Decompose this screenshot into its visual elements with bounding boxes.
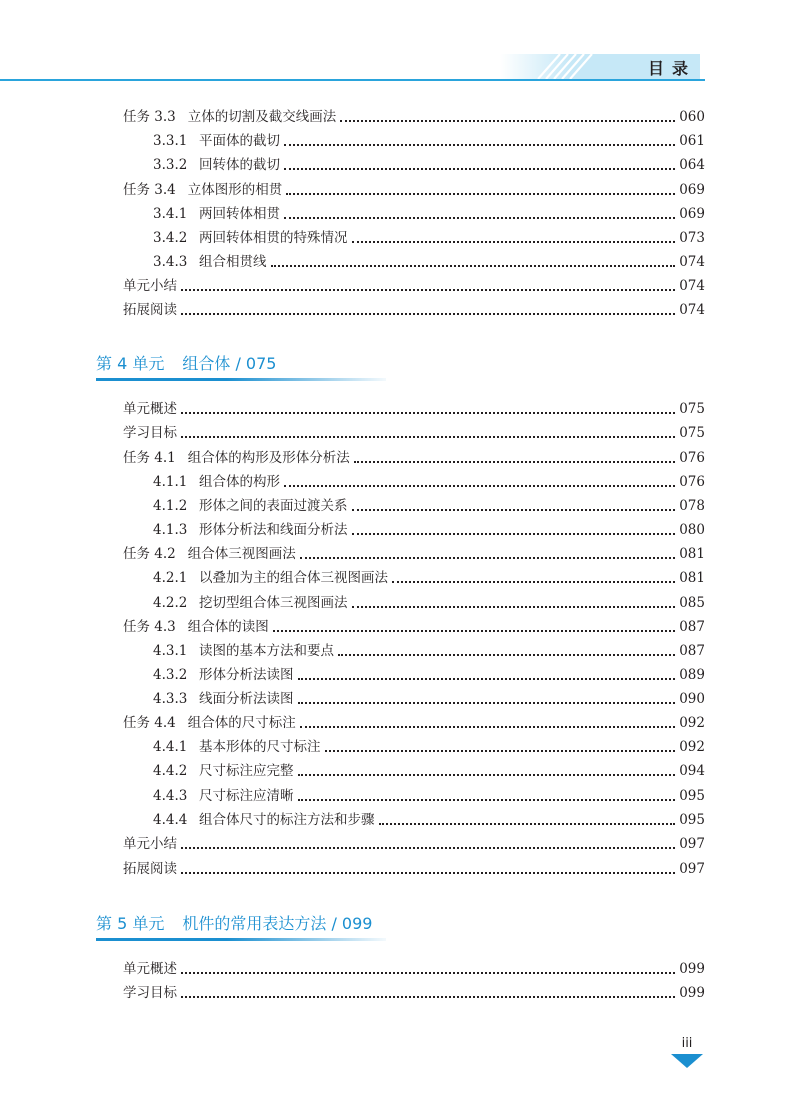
- toc-entry[interactable]: [153, 686, 705, 708]
- toc-entry[interactable]: [123, 856, 705, 878]
- toc-entry-title: 拓展阅读: [123, 861, 177, 877]
- toc-leader: [271, 265, 676, 267]
- toc-entry-page: 099: [679, 985, 705, 1001]
- toc-entry-title: 单元小结: [123, 836, 177, 852]
- toc-entry-title: 平面体的截切: [199, 133, 280, 149]
- toc-entry-title: 立体的切割及截交线画法: [187, 109, 337, 125]
- toc-entry-page: 074: [679, 278, 705, 294]
- toc-entry-page: 085: [679, 595, 705, 611]
- toc-entry-page: 069: [679, 206, 705, 222]
- toc-entry-number: 任务 4.3: [123, 619, 176, 635]
- toc-entry-title: 学习目标: [123, 425, 177, 441]
- toc-entry[interactable]: [153, 590, 705, 612]
- toc-entry[interactable]: [123, 980, 705, 1002]
- toc-entry-number: 任务 4.4: [123, 715, 176, 731]
- toc-leader: [352, 533, 676, 535]
- unit-label: 第 4 单元: [96, 354, 165, 373]
- toc-leader: [284, 217, 675, 219]
- toc-leader: [379, 823, 676, 825]
- toc-entry-title: 学习目标: [123, 985, 177, 1001]
- toc-entry-title: 读图的基本方法和要点: [199, 643, 334, 659]
- toc-leader: [352, 509, 676, 511]
- toc-entry-title: 两回转体相贯: [199, 206, 280, 222]
- toc-entry[interactable]: [153, 662, 705, 684]
- toc-entry[interactable]: [123, 445, 705, 467]
- toc-entry-number: 任务 4.2: [123, 546, 176, 562]
- toc-entry-title: 挖切型组合体三视图画法: [199, 595, 348, 611]
- toc-entry-page: 092: [679, 715, 705, 731]
- toc-leader: [284, 485, 675, 487]
- toc-entry-page: 095: [679, 812, 705, 828]
- toc-leader: [181, 313, 675, 315]
- toc-entry-number: 4.1.3: [153, 522, 188, 538]
- toc-entry[interactable]: [153, 249, 705, 271]
- toc-entry-number: 4.4.2: [153, 763, 188, 779]
- unit-label: 第 5 单元: [96, 914, 165, 933]
- page-number: iii: [681, 1036, 693, 1051]
- toc-entry-title: 单元概述: [123, 961, 177, 977]
- toc-leader: [286, 193, 675, 195]
- toc-entry-number: 4.2.1: [153, 570, 188, 586]
- toc-entry[interactable]: [153, 152, 705, 174]
- toc-entry-title: 两回转体相贯的特殊情况: [199, 230, 348, 246]
- toc-entry[interactable]: [123, 710, 705, 732]
- toc-entry[interactable]: [153, 128, 705, 150]
- toc-entry[interactable]: [123, 177, 705, 199]
- toc-entry-number: 3.4.3: [153, 254, 188, 270]
- toc-entry-title: 组合体尺寸的标注方法和步骤: [199, 812, 375, 828]
- toc-entry-title: 形体分析法和线面分析法: [199, 522, 348, 538]
- toc-entry-page: 087: [679, 619, 705, 635]
- toc-entry[interactable]: [123, 396, 705, 418]
- toc-entry-page: 076: [679, 474, 705, 490]
- toc-entry-page: 095: [679, 788, 705, 804]
- toc-entry-page: 075: [679, 401, 705, 417]
- toc-entry-page: 081: [679, 546, 705, 562]
- toc-entry-number: 3.3.1: [153, 133, 188, 149]
- unit-5-heading[interactable]: [96, 911, 372, 937]
- toc-entry-page: 069: [679, 182, 705, 198]
- toc-entry-title: 立体图形的相贯: [187, 182, 283, 198]
- toc-entry-page: 074: [679, 254, 705, 270]
- toc-entry-number: 4.3.2: [153, 667, 188, 683]
- toc-entry[interactable]: [153, 565, 705, 587]
- toc-entry-number: 4.2.2: [153, 595, 188, 611]
- toc-leader: [352, 606, 676, 608]
- toc-entry-number: 4.3.3: [153, 691, 188, 707]
- toc-entry-title: 组合相贯线: [199, 254, 267, 270]
- toc-leader: [181, 872, 675, 874]
- toc-entry-page: 061: [679, 133, 705, 149]
- toc-entry-number: 4.1.1: [153, 474, 188, 490]
- toc-leader: [340, 120, 675, 122]
- toc-entry-number: 4.4.4: [153, 812, 188, 828]
- toc-entry[interactable]: [123, 420, 705, 442]
- toc-entry[interactable]: [123, 273, 705, 295]
- toc-entry-page: 073: [679, 230, 705, 246]
- toc-entry[interactable]: [123, 541, 705, 563]
- toc-entry-number: 任务 3.4: [123, 182, 176, 198]
- toc-entry[interactable]: [123, 831, 705, 853]
- toc-leader: [354, 461, 675, 463]
- toc-leader: [181, 412, 675, 414]
- toc-entry[interactable]: [153, 469, 705, 491]
- toc-leader: [298, 799, 676, 801]
- toc-entry-number: 4.1.2: [153, 498, 188, 514]
- toc-leader: [273, 630, 675, 632]
- toc-entry-number: 任务 3.3: [123, 109, 176, 125]
- toc-entry-page: 087: [679, 643, 705, 659]
- toc-entry[interactable]: [153, 758, 705, 780]
- toc-entry-title: 以叠加为主的组合体三视图画法: [199, 570, 388, 586]
- toc-entry-number: 4.4.3: [153, 788, 188, 804]
- toc-entry[interactable]: [123, 297, 705, 319]
- toc-leader: [325, 750, 676, 752]
- toc-entry-page: 094: [679, 763, 705, 779]
- toc-entry-title: 形体之间的表面过渡关系: [199, 498, 348, 514]
- toc-leader: [392, 581, 675, 583]
- toc-entry-page: 097: [679, 836, 705, 852]
- toc-entry[interactable]: [123, 104, 705, 126]
- toc-entry[interactable]: [153, 201, 705, 223]
- toc-entry-title: 组合体的尺寸标注: [187, 715, 296, 731]
- page-arrow-icon: [671, 1054, 703, 1068]
- toc-entry-number: 4.4.1: [153, 739, 188, 755]
- toc-leader: [298, 678, 676, 680]
- toc-leader: [300, 726, 675, 728]
- unit-4-heading[interactable]: [96, 351, 276, 377]
- toc-entry-title: 形体分析法读图: [199, 667, 294, 683]
- toc-leader: [181, 847, 675, 849]
- toc-entry[interactable]: [123, 956, 705, 978]
- toc-entry-page: 092: [679, 739, 705, 755]
- toc-entry-page: 081: [679, 570, 705, 586]
- toc-entry-page: 099: [679, 961, 705, 977]
- toc-entry-page: 064: [679, 157, 705, 173]
- toc-leader: [181, 436, 675, 438]
- toc-entry-number: 3.4.2: [153, 230, 188, 246]
- toc-entry-page: 078: [679, 498, 705, 514]
- toc-entry-number: 3.4.1: [153, 206, 188, 222]
- toc-entry-title: 拓展阅读: [123, 302, 177, 318]
- toc-leader: [298, 774, 676, 776]
- toc-entry[interactable]: [123, 614, 705, 636]
- toc-entry-page: 074: [679, 302, 705, 318]
- toc-leader: [298, 702, 676, 704]
- toc-leader: [338, 654, 675, 656]
- toc-entry[interactable]: [153, 225, 705, 247]
- unit-title: 机件的常用表达方法 / 099: [182, 914, 373, 933]
- toc-entry-page: 080: [679, 522, 705, 538]
- toc-entry-page: 090: [679, 691, 705, 707]
- toc-entry-title: 线面分析法读图: [199, 691, 294, 707]
- toc-entry-number: 任务 4.1: [123, 450, 176, 466]
- toc-entry-page: 075: [679, 425, 705, 441]
- unit-4-underline: [96, 378, 386, 381]
- unit-title: 组合体 / 075: [182, 354, 277, 373]
- toc-entry-title: 单元小结: [123, 278, 177, 294]
- toc-entry[interactable]: [153, 638, 705, 660]
- toc-entry-title: 回转体的截切: [199, 157, 280, 173]
- toc-entry[interactable]: [153, 783, 705, 805]
- toc-leader: [181, 996, 675, 998]
- toc-entry-page: 089: [679, 667, 705, 683]
- toc-entry-number: 3.3.2: [153, 157, 188, 173]
- toc-entry-title: 组合体的读图: [187, 619, 269, 635]
- page-header-title: 目录: [648, 59, 697, 78]
- toc-entry-page: 076: [679, 450, 705, 466]
- toc-entry-number: 4.3.1: [153, 643, 188, 659]
- toc-entry[interactable]: [153, 807, 705, 829]
- toc-entry-title: 组合体三视图画法: [187, 546, 296, 562]
- toc-leader: [352, 241, 676, 243]
- toc-entry-page: 060: [679, 109, 705, 125]
- unit-5-underline: [96, 938, 386, 941]
- toc-entry[interactable]: [153, 517, 705, 539]
- toc-entry-title: 基本形体的尺寸标注: [199, 739, 321, 755]
- toc-leader: [284, 144, 675, 146]
- toc-entry-title: 单元概述: [123, 401, 177, 417]
- toc-leader: [300, 557, 675, 559]
- toc-leader: [181, 972, 675, 974]
- toc-entry[interactable]: [153, 493, 705, 515]
- toc-entry-title: 尺寸标注应完整: [199, 763, 294, 779]
- header-rule: [0, 79, 705, 81]
- toc-leader: [284, 168, 675, 170]
- toc-leader: [181, 289, 675, 291]
- toc-entry[interactable]: [153, 734, 705, 756]
- toc-entry-page: 097: [679, 861, 705, 877]
- toc-entry-title: 尺寸标注应清晰: [199, 788, 294, 804]
- toc-entry-title: 组合体的构形及形体分析法: [187, 450, 350, 466]
- toc-entry-title: 组合体的构形: [199, 474, 280, 490]
